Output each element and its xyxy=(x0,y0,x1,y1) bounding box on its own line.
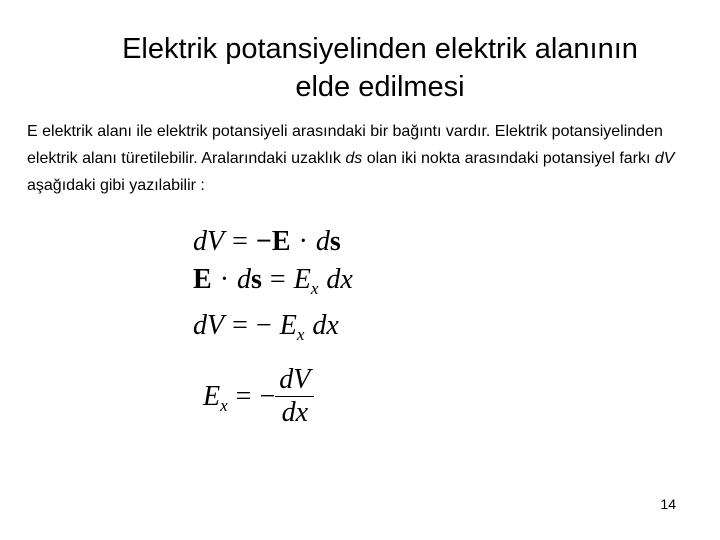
equation-1: dV = −E · ds xyxy=(193,226,341,257)
page-number: 14 xyxy=(660,496,676,512)
body-text-3: aşağıdaki gibi yazılabilir : xyxy=(27,177,205,194)
body-paragraph xyxy=(27,118,697,199)
slide-title xyxy=(40,30,720,106)
equation-3: dV = − $E_x$ dx xyxy=(193,310,339,344)
title-line-1: Elektrik potansiyelinden elektrik alanının xyxy=(122,33,638,65)
equation-2: E · ds = $E_x$ dx xyxy=(193,264,353,298)
body-ds: ds xyxy=(345,150,363,167)
equations-block xyxy=(193,222,453,432)
fraction-dV-dx: $\frac{dV}{dx}$ xyxy=(275,364,314,430)
title-line-2: elde edilmesi xyxy=(295,71,465,103)
equation-4: $E_x$ = − $\frac{dV}{dx}$ xyxy=(203,362,314,432)
body-text-2: olan iki nokta arasındaki potansiyel farkı xyxy=(362,150,655,167)
body-dV: dV xyxy=(654,150,675,167)
body-text-1: E elektrik alanı ile elektrik potansiyeli arasındaki bir bağıntı vardır. Elektrik potansiyelinden elektrik alanı türetilebilir. Aralarındaki uzaklık xyxy=(27,123,663,167)
